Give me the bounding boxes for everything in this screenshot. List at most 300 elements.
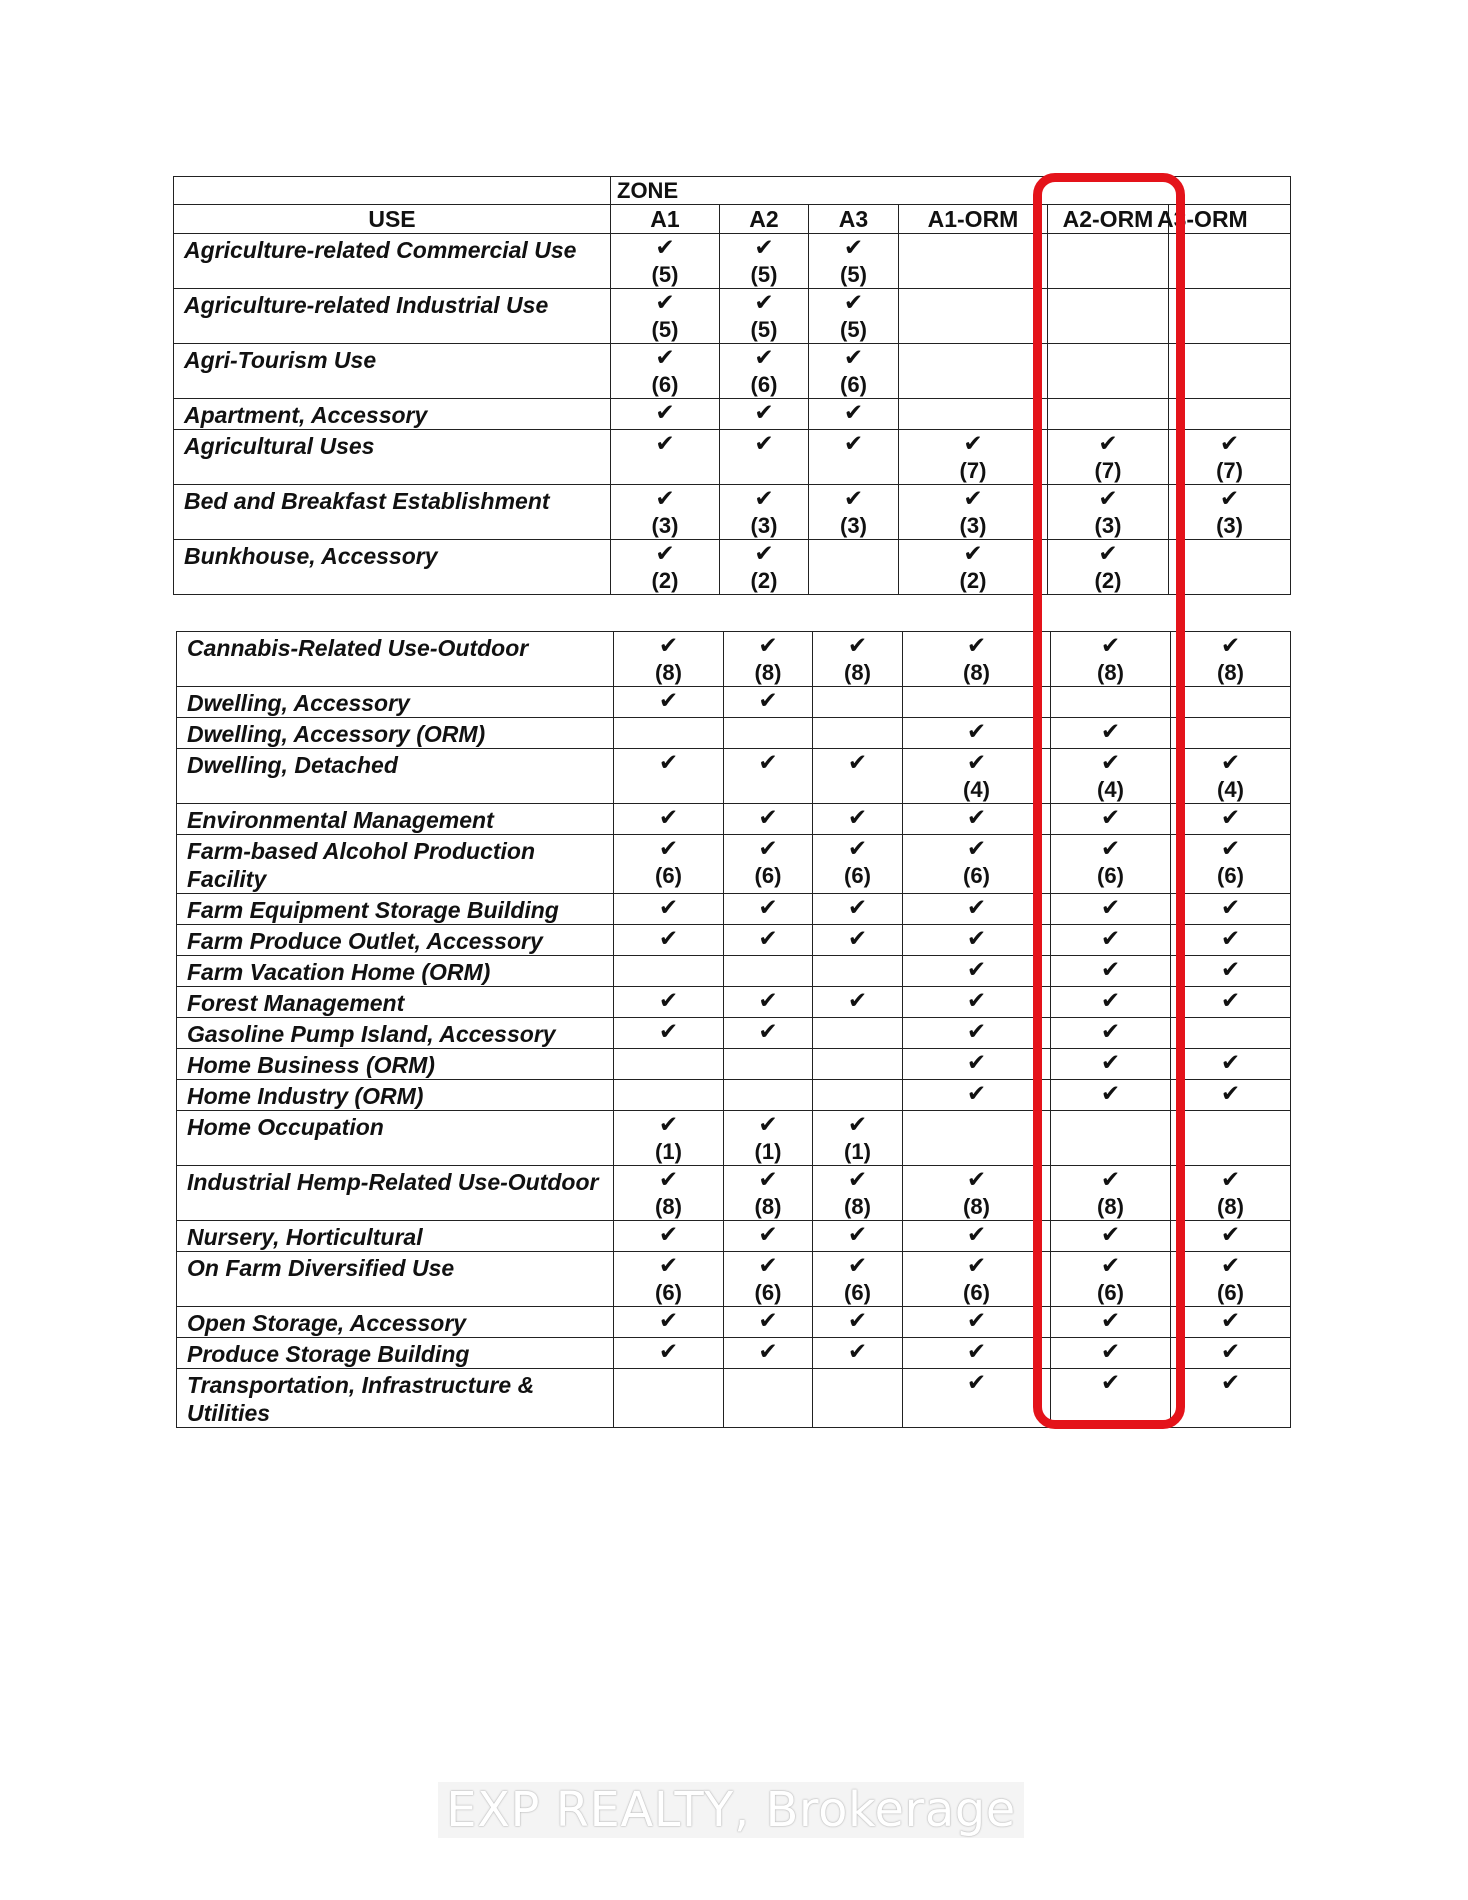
checkmark-icon: ✔	[1100, 632, 1121, 658]
checkmark-icon: ✔	[1100, 925, 1121, 951]
checkmark-icon: ✔	[655, 344, 675, 370]
permission-cell	[1051, 1252, 1171, 1307]
permission-cell	[1051, 749, 1171, 804]
checkmark-icon: ✔	[758, 835, 778, 861]
permission-cell	[813, 1221, 903, 1252]
permission-cell	[809, 399, 899, 430]
permission-cell	[1171, 987, 1291, 1018]
permission-cell	[1171, 749, 1291, 804]
permission-cell	[899, 289, 1048, 344]
footnote-ref: (8)	[655, 660, 682, 685]
watermark: EXP REALTY, Brokerage	[438, 1782, 1024, 1838]
checkmark-icon: ✔	[1220, 1252, 1241, 1278]
permission-cell	[1171, 1166, 1291, 1221]
checkmark-icon: ✔	[966, 804, 987, 830]
checkmark-icon: ✔	[754, 399, 774, 425]
checkmark-icon: ✔	[966, 1166, 987, 1192]
table-row	[177, 1369, 1291, 1428]
footnote-ref: (8)	[1217, 660, 1244, 685]
permission-cell	[1051, 718, 1171, 749]
footnote-ref: (5)	[750, 262, 778, 287]
permission-cell	[614, 1307, 724, 1338]
permission-cell	[1051, 925, 1171, 956]
footnote-ref: (3)	[651, 513, 679, 538]
footnote-ref: (5)	[840, 317, 867, 342]
permission-cell	[809, 234, 899, 289]
checkmark-icon: ✔	[658, 1111, 679, 1137]
checkmark-icon: ✔	[847, 1166, 868, 1192]
permission-cell	[611, 289, 720, 344]
footnote-ref: (1)	[655, 1139, 682, 1164]
footnote-ref: (5)	[840, 262, 867, 287]
permission-cell	[724, 925, 813, 956]
permission-cell	[1171, 1018, 1291, 1049]
table-row	[174, 234, 1291, 289]
zoning-table-part-2	[176, 631, 1291, 1428]
table-row	[174, 289, 1291, 344]
permission-cell	[813, 956, 903, 987]
table-row	[177, 1111, 1291, 1166]
permission-cell	[614, 1252, 724, 1307]
checkmark-icon: ✔	[963, 485, 983, 511]
use-name: Farm-based Alcohol Production Facility	[177, 835, 614, 894]
permission-cell	[1171, 925, 1291, 956]
checkmark-icon: ✔	[1100, 1369, 1121, 1395]
checkmark-icon: ✔	[966, 1307, 987, 1333]
checkmark-icon: ✔	[658, 894, 679, 920]
permission-cell	[724, 718, 813, 749]
permission-cell	[813, 894, 903, 925]
permission-cell	[614, 1049, 724, 1080]
checkmark-icon: ✔	[754, 430, 774, 456]
permission-cell	[720, 344, 809, 399]
checkmark-icon: ✔	[1219, 485, 1240, 511]
checkmark-icon: ✔	[658, 632, 679, 658]
permission-cell	[813, 1369, 903, 1428]
permission-cell	[813, 1080, 903, 1111]
permission-cell	[724, 894, 813, 925]
footnote-ref: (8)	[963, 1194, 990, 1219]
footnote-ref: (3)	[1216, 513, 1243, 538]
permission-cell	[1051, 1369, 1171, 1428]
permission-cell	[813, 987, 903, 1018]
permission-cell	[903, 804, 1051, 835]
permission-cell	[1051, 632, 1171, 687]
use-name: Home Occupation	[177, 1111, 614, 1166]
checkmark-icon: ✔	[658, 687, 679, 713]
footnote-ref: (8)	[1097, 660, 1124, 685]
checkmark-icon: ✔	[966, 718, 987, 744]
permission-cell	[614, 1018, 724, 1049]
permission-cell	[903, 956, 1051, 987]
checkmark-icon: ✔	[1220, 1221, 1241, 1247]
permission-cell	[724, 632, 813, 687]
permission-cell	[724, 1252, 813, 1307]
permission-cell	[809, 430, 899, 485]
footnote-ref: (4)	[1217, 777, 1244, 802]
checkmark-icon: ✔	[847, 804, 868, 830]
checkmark-icon: ✔	[847, 1252, 868, 1278]
footnote-ref: (2)	[651, 568, 679, 593]
footnote-ref: (6)	[1097, 1280, 1124, 1305]
permission-cell	[809, 485, 899, 540]
permission-cell	[813, 1111, 903, 1166]
permission-cell	[614, 925, 724, 956]
checkmark-icon: ✔	[1220, 1080, 1241, 1106]
use-name: Agricultural Uses	[174, 430, 611, 485]
checkmark-icon: ✔	[847, 1111, 868, 1137]
permission-cell	[1051, 1221, 1171, 1252]
use-name: Bed and Breakfast Establishment	[174, 485, 611, 540]
permission-cell	[724, 1166, 813, 1221]
checkmark-icon: ✔	[754, 289, 774, 315]
table-row	[177, 1338, 1291, 1369]
footnote-ref: (6)	[754, 863, 782, 888]
permission-cell	[1048, 430, 1169, 485]
footnote-ref: (6)	[844, 863, 871, 888]
permission-cell	[1048, 540, 1169, 595]
column-header-a1: A1	[611, 205, 720, 234]
checkmark-icon: ✔	[847, 987, 868, 1013]
checkmark-icon: ✔	[1220, 1338, 1241, 1364]
checkmark-icon: ✔	[1220, 749, 1241, 775]
checkmark-icon: ✔	[966, 835, 987, 861]
permission-cell	[813, 835, 903, 894]
checkmark-icon: ✔	[658, 1018, 679, 1044]
checkmark-icon: ✔	[1220, 956, 1241, 982]
permission-cell	[611, 540, 720, 595]
permission-cell	[813, 1307, 903, 1338]
permission-cell	[1051, 1166, 1171, 1221]
checkmark-icon: ✔	[1220, 987, 1241, 1013]
permission-cell	[899, 540, 1048, 595]
use-name: Home Business (ORM)	[177, 1049, 614, 1080]
table-row	[177, 956, 1291, 987]
permission-cell	[1169, 399, 1291, 430]
permission-cell	[1051, 804, 1171, 835]
permission-cell	[813, 1018, 903, 1049]
permission-cell	[903, 1049, 1051, 1080]
checkmark-icon: ✔	[758, 894, 778, 920]
table-row	[177, 1166, 1291, 1221]
permission-cell	[614, 749, 724, 804]
checkmark-icon: ✔	[655, 234, 675, 260]
permission-cell	[899, 234, 1048, 289]
permission-cell	[614, 1111, 724, 1166]
table-row	[177, 749, 1291, 804]
checkmark-icon: ✔	[758, 1338, 778, 1364]
use-name: Industrial Hemp-Related Use-Outdoor	[177, 1166, 614, 1221]
permission-cell	[724, 1018, 813, 1049]
checkmark-icon: ✔	[1100, 956, 1121, 982]
footnote-ref: (8)	[655, 1194, 682, 1219]
checkmark-icon: ✔	[966, 1221, 987, 1247]
checkmark-icon: ✔	[658, 749, 679, 775]
footnote-ref: (7)	[1216, 458, 1243, 483]
table-1-body	[174, 234, 1291, 595]
permission-cell	[724, 804, 813, 835]
footnote-ref: (5)	[651, 262, 679, 287]
checkmark-icon: ✔	[1100, 987, 1121, 1013]
footnote-ref: (3)	[750, 513, 778, 538]
checkmark-icon: ✔	[1100, 1049, 1121, 1075]
table-row	[177, 987, 1291, 1018]
checkmark-icon: ✔	[1220, 1049, 1241, 1075]
permission-cell	[903, 749, 1051, 804]
checkmark-icon: ✔	[658, 987, 679, 1013]
checkmark-icon: ✔	[1220, 925, 1241, 951]
table-row	[177, 687, 1291, 718]
footnote-ref: (3)	[959, 513, 987, 538]
permission-cell	[1051, 1049, 1171, 1080]
permission-cell	[724, 1338, 813, 1369]
permission-cell	[724, 687, 813, 718]
permission-cell	[903, 632, 1051, 687]
permission-cell	[899, 430, 1048, 485]
checkmark-icon: ✔	[658, 1307, 679, 1333]
permission-cell	[1171, 1369, 1291, 1428]
table-row	[177, 894, 1291, 925]
permission-cell	[724, 835, 813, 894]
footnote-ref: (2)	[959, 568, 987, 593]
checkmark-icon: ✔	[754, 485, 774, 511]
checkmark-icon: ✔	[758, 987, 778, 1013]
checkmark-icon: ✔	[1100, 749, 1121, 775]
permission-cell	[614, 894, 724, 925]
use-name: Farm Vacation Home (ORM)	[177, 956, 614, 987]
permission-cell	[813, 632, 903, 687]
use-name: Forest Management	[177, 987, 614, 1018]
checkmark-icon: ✔	[1220, 894, 1241, 920]
permission-cell	[614, 835, 724, 894]
permission-cell	[614, 804, 724, 835]
checkmark-icon: ✔	[758, 687, 778, 713]
use-name: Home Industry (ORM)	[177, 1080, 614, 1111]
checkmark-icon: ✔	[1100, 1307, 1121, 1333]
checkmark-icon: ✔	[658, 1252, 679, 1278]
table-row	[177, 1307, 1291, 1338]
footnote-ref: (3)	[840, 513, 867, 538]
checkmark-icon: ✔	[754, 234, 774, 260]
footnote-ref: (8)	[754, 660, 782, 685]
footnote-ref: (6)	[750, 372, 778, 397]
checkmark-icon: ✔	[658, 1166, 679, 1192]
permission-cell	[1171, 1338, 1291, 1369]
footnote-ref: (4)	[1097, 777, 1124, 802]
checkmark-icon: ✔	[966, 1252, 987, 1278]
column-header-a1-orm: A1-ORM	[899, 205, 1048, 234]
use-name: Environmental Management	[177, 804, 614, 835]
table-row	[177, 718, 1291, 749]
use-name: Bunkhouse, Accessory	[174, 540, 611, 595]
footnote-ref: (8)	[754, 1194, 782, 1219]
permission-cell	[903, 835, 1051, 894]
permission-cell	[611, 344, 720, 399]
footnote-ref: (6)	[963, 1280, 990, 1305]
checkmark-icon: ✔	[1220, 1166, 1241, 1192]
use-name: Transportation, Infrastructure & Utilities	[177, 1369, 614, 1428]
permission-cell	[724, 1221, 813, 1252]
table-row	[174, 344, 1291, 399]
checkmark-icon: ✔	[758, 925, 778, 951]
permission-cell	[1171, 804, 1291, 835]
checkmark-icon: ✔	[1220, 804, 1241, 830]
use-name: Agri-Tourism Use	[174, 344, 611, 399]
footnote-ref: (6)	[655, 1280, 682, 1305]
permission-cell	[614, 1080, 724, 1111]
permission-cell	[1171, 1307, 1291, 1338]
checkmark-icon: ✔	[847, 894, 868, 920]
zone-header: ZONE	[611, 177, 1291, 205]
checkmark-icon: ✔	[754, 540, 774, 566]
footnote-ref: (8)	[1097, 1194, 1124, 1219]
permission-cell	[724, 956, 813, 987]
permission-cell	[903, 687, 1051, 718]
footnote-ref: (8)	[963, 660, 990, 685]
permission-cell	[614, 956, 724, 987]
permission-cell	[813, 1049, 903, 1080]
checkmark-icon: ✔	[758, 1221, 778, 1247]
permission-cell	[1171, 718, 1291, 749]
permission-cell	[1051, 1018, 1171, 1049]
checkmark-icon: ✔	[658, 804, 679, 830]
checkmark-icon: ✔	[843, 234, 864, 260]
permission-cell	[720, 485, 809, 540]
checkmark-icon: ✔	[1220, 632, 1241, 658]
permission-cell	[724, 1369, 813, 1428]
checkmark-icon: ✔	[1098, 485, 1118, 511]
footnote-ref: (5)	[750, 317, 778, 342]
table-row	[177, 1018, 1291, 1049]
checkmark-icon: ✔	[1220, 835, 1241, 861]
checkmark-icon: ✔	[1100, 835, 1121, 861]
permission-cell	[1171, 1221, 1291, 1252]
permission-cell	[614, 718, 724, 749]
table-row	[174, 399, 1291, 430]
checkmark-icon: ✔	[847, 749, 868, 775]
checkmark-icon: ✔	[966, 1049, 987, 1075]
table-row	[177, 632, 1291, 687]
permission-cell	[1048, 485, 1169, 540]
table-row	[177, 1252, 1291, 1307]
checkmark-icon: ✔	[966, 1080, 987, 1106]
checkmark-icon: ✔	[966, 925, 987, 951]
checkmark-icon: ✔	[963, 430, 983, 456]
footnote-ref: (6)	[754, 1280, 782, 1305]
checkmark-icon: ✔	[758, 1111, 778, 1137]
checkmark-icon: ✔	[1100, 1166, 1121, 1192]
footnote-ref: (6)	[1217, 863, 1244, 888]
use-name: Farm Produce Outlet, Accessory	[177, 925, 614, 956]
use-name: Cannabis-Related Use-Outdoor	[177, 632, 614, 687]
use-name: Dwelling, Accessory (ORM)	[177, 718, 614, 749]
footnote-ref: (6)	[1217, 1280, 1244, 1305]
permission-cell	[724, 1080, 813, 1111]
permission-cell	[903, 1080, 1051, 1111]
permission-cell	[720, 540, 809, 595]
permission-cell	[903, 1369, 1051, 1428]
permission-cell	[813, 749, 903, 804]
checkmark-icon: ✔	[1098, 540, 1118, 566]
column-header-a3: A3	[809, 205, 899, 234]
checkmark-icon: ✔	[655, 289, 675, 315]
checkmark-icon: ✔	[658, 1221, 679, 1247]
use-name: Gasoline Pump Island, Accessory	[177, 1018, 614, 1049]
checkmark-icon: ✔	[963, 540, 983, 566]
permission-cell	[1048, 399, 1169, 430]
permission-cell	[724, 749, 813, 804]
checkmark-icon: ✔	[966, 956, 987, 982]
permission-cell	[1169, 234, 1291, 289]
permission-cell	[809, 289, 899, 344]
checkmark-icon: ✔	[1100, 1018, 1121, 1044]
use-name: Dwelling, Accessory	[177, 687, 614, 718]
permission-cell	[1051, 835, 1171, 894]
permission-cell	[903, 1111, 1051, 1166]
use-name: Open Storage, Accessory	[177, 1307, 614, 1338]
permission-cell	[813, 1166, 903, 1221]
checkmark-icon: ✔	[754, 344, 774, 370]
footnote-ref: (8)	[1217, 1194, 1244, 1219]
use-name: On Farm Diversified Use	[177, 1252, 614, 1307]
permission-cell	[614, 1166, 724, 1221]
permission-cell	[903, 1221, 1051, 1252]
footnote-ref: (8)	[844, 660, 871, 685]
permission-cell	[1051, 956, 1171, 987]
table-row	[174, 430, 1291, 485]
checkmark-icon: ✔	[658, 925, 679, 951]
table-row	[177, 804, 1291, 835]
column-header-a2-orm: A2-ORM	[1048, 205, 1169, 234]
permission-cell	[1169, 430, 1291, 485]
checkmark-icon: ✔	[966, 632, 987, 658]
permission-cell	[903, 1018, 1051, 1049]
checkmark-icon: ✔	[1100, 1221, 1121, 1247]
use-name: Farm Equipment Storage Building	[177, 894, 614, 925]
footnote-ref: (8)	[844, 1194, 871, 1219]
checkmark-icon: ✔	[658, 835, 679, 861]
permission-cell	[724, 987, 813, 1018]
table-2-body	[177, 632, 1291, 1428]
checkmark-icon: ✔	[966, 894, 987, 920]
permission-cell	[903, 1166, 1051, 1221]
use-name: Agriculture-related Commercial Use	[174, 234, 611, 289]
permission-cell	[1051, 987, 1171, 1018]
table-row	[177, 1049, 1291, 1080]
checkmark-icon: ✔	[1100, 1080, 1121, 1106]
permission-cell	[720, 399, 809, 430]
permission-cell	[903, 1338, 1051, 1369]
footnote-ref: (4)	[963, 777, 990, 802]
permission-cell	[1171, 1111, 1291, 1166]
checkmark-icon: ✔	[843, 289, 864, 315]
footnote-ref: (6)	[840, 372, 867, 397]
permission-cell	[1169, 540, 1291, 595]
permission-cell	[1048, 344, 1169, 399]
checkmark-icon: ✔	[758, 1018, 778, 1044]
permission-cell	[1171, 632, 1291, 687]
checkmark-icon: ✔	[1219, 430, 1240, 456]
checkmark-icon: ✔	[758, 632, 778, 658]
permission-cell	[614, 1338, 724, 1369]
use-name: Produce Storage Building	[177, 1338, 614, 1369]
permission-cell	[1171, 1049, 1291, 1080]
table-row	[177, 925, 1291, 956]
checkmark-icon: ✔	[1100, 718, 1121, 744]
checkmark-icon: ✔	[843, 485, 864, 511]
footnote-ref: (2)	[750, 568, 778, 593]
checkmark-icon: ✔	[843, 430, 864, 456]
